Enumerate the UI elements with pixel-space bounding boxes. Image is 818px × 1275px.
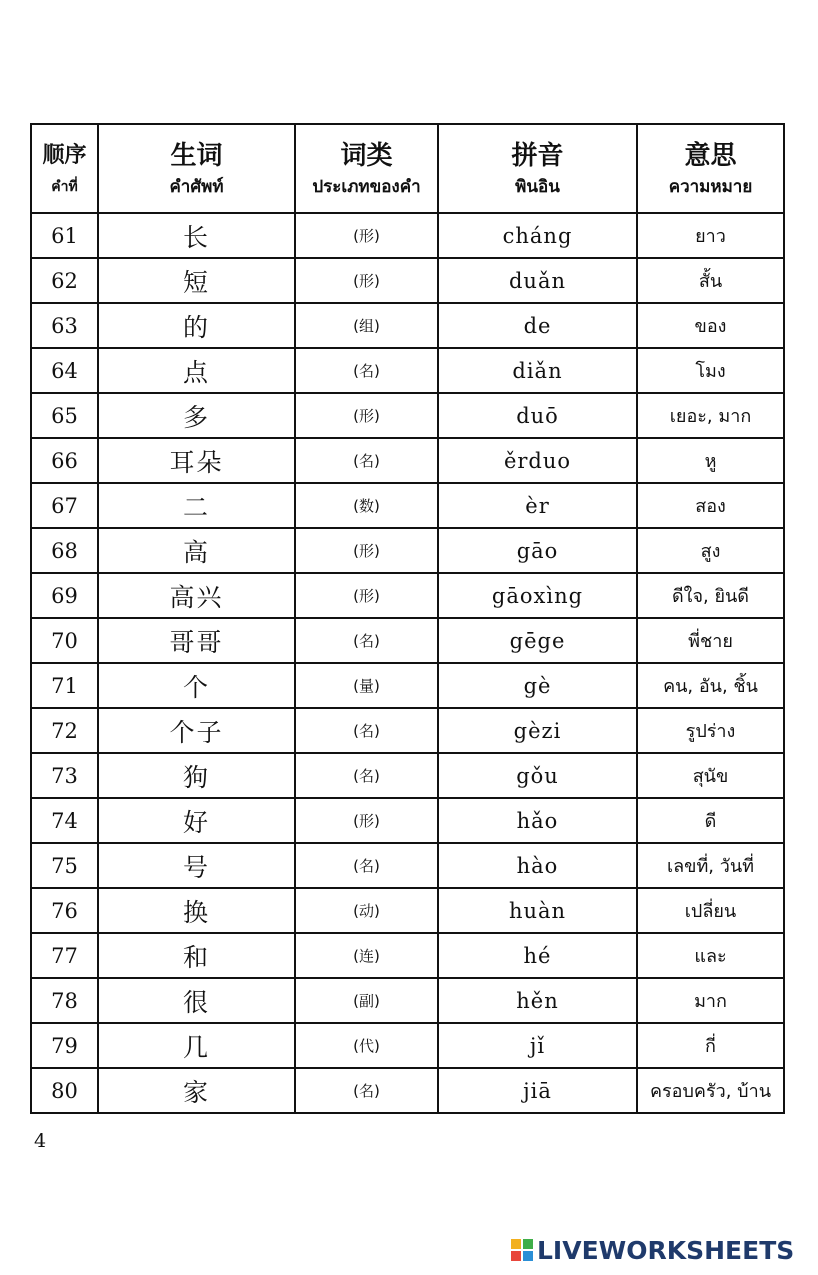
vocab-word: 家 [98, 1068, 295, 1113]
thai-meaning: สุนัข [637, 753, 784, 798]
table-row [31, 348, 784, 393]
vocab-word: 好 [98, 798, 295, 843]
pinyin: jǐ [438, 1023, 637, 1068]
vocab-word: 二 [98, 483, 295, 528]
thai-meaning: พี่ชาย [637, 618, 784, 663]
pinyin: ěrduo [438, 438, 637, 483]
header-pos-th: ประเภทของคำ [312, 176, 421, 197]
vocab-word: 个 [98, 663, 295, 708]
vocab-word: 换 [98, 888, 295, 933]
part-of-speech: (形) [295, 258, 438, 303]
header-pos [295, 124, 438, 213]
thai-meaning: ยาว [637, 213, 784, 258]
pinyin: cháng [438, 213, 637, 258]
vocab-word: 多 [98, 393, 295, 438]
table-row [31, 933, 784, 978]
thai-meaning: เยอะ, มาก [637, 393, 784, 438]
table-row [31, 258, 784, 303]
row-number: 67 [31, 483, 98, 528]
thai-meaning: และ [637, 933, 784, 978]
row-number: 62 [31, 258, 98, 303]
pinyin: èr [438, 483, 637, 528]
liveworksheets-logo [511, 1236, 794, 1264]
table-row [31, 528, 784, 573]
pinyin: diǎn [438, 348, 637, 393]
vocab-word: 短 [98, 258, 295, 303]
vocab-word: 点 [98, 348, 295, 393]
vocab-word: 很 [98, 978, 295, 1023]
pinyin: hào [438, 843, 637, 888]
part-of-speech: (形) [295, 213, 438, 258]
part-of-speech: (副) [295, 978, 438, 1023]
part-of-speech: (名) [295, 843, 438, 888]
logo-icon [511, 1239, 533, 1261]
row-number: 70 [31, 618, 98, 663]
header-word-th: คำศัพท์ [169, 176, 224, 197]
row-number: 77 [31, 933, 98, 978]
part-of-speech: (名) [295, 753, 438, 798]
table-row [31, 843, 784, 888]
header-pinyin [438, 124, 637, 213]
table-row [31, 978, 784, 1023]
thai-meaning: คน, อัน, ชิ้น [637, 663, 784, 708]
row-number: 64 [31, 348, 98, 393]
vocab-word: 个子 [98, 708, 295, 753]
pinyin: huàn [438, 888, 637, 933]
part-of-speech: (名) [295, 708, 438, 753]
header-pinyin-th: พินอิน [515, 176, 560, 197]
row-number: 80 [31, 1068, 98, 1113]
pinyin: gèzi [438, 708, 637, 753]
header-word [98, 124, 295, 213]
vocab-word: 高兴 [98, 573, 295, 618]
table-header-row [31, 124, 784, 213]
part-of-speech: (连) [295, 933, 438, 978]
header-meaning-th: ความหมาย [668, 176, 753, 197]
row-number: 69 [31, 573, 98, 618]
table-row [31, 753, 784, 798]
header-meaning [637, 124, 784, 213]
pinyin: de [438, 303, 637, 348]
part-of-speech: (名) [295, 1068, 438, 1113]
part-of-speech: (量) [295, 663, 438, 708]
table-row [31, 573, 784, 618]
part-of-speech: (动) [295, 888, 438, 933]
pinyin: hěn [438, 978, 637, 1023]
vocab-word: 号 [98, 843, 295, 888]
table-row [31, 888, 784, 933]
part-of-speech: (形) [295, 798, 438, 843]
table-row [31, 798, 784, 843]
vocab-word: 和 [98, 933, 295, 978]
vocabulary-table [30, 123, 785, 1114]
row-number: 76 [31, 888, 98, 933]
row-number: 63 [31, 303, 98, 348]
thai-meaning: รูปร่าง [637, 708, 784, 753]
table-row [31, 708, 784, 753]
row-number: 66 [31, 438, 98, 483]
page-number: 4 [34, 1130, 47, 1152]
header-pos-zh: 词类 [340, 140, 393, 171]
row-number: 61 [31, 213, 98, 258]
thai-meaning: โมง [637, 348, 784, 393]
header-pinyin-zh: 拼音 [511, 140, 564, 171]
part-of-speech: (名) [295, 618, 438, 663]
table-row [31, 213, 784, 258]
pinyin: hé [438, 933, 637, 978]
thai-meaning: กี่ [637, 1023, 784, 1068]
thai-meaning: เปลี่ยน [637, 888, 784, 933]
thai-meaning: หู [637, 438, 784, 483]
part-of-speech: (数) [295, 483, 438, 528]
thai-meaning: ครอบครัว, บ้าน [637, 1068, 784, 1113]
table-row [31, 303, 784, 348]
header-order [31, 124, 98, 213]
table-row [31, 1068, 784, 1113]
header-word-zh: 生词 [170, 140, 223, 171]
table-row [31, 393, 784, 438]
thai-meaning: สั้น [637, 258, 784, 303]
pinyin: hǎo [438, 798, 637, 843]
vocab-word: 长 [98, 213, 295, 258]
part-of-speech: (代) [295, 1023, 438, 1068]
pinyin: gǒu [438, 753, 637, 798]
vocab-word: 几 [98, 1023, 295, 1068]
vocab-word: 的 [98, 303, 295, 348]
row-number: 78 [31, 978, 98, 1023]
table-row [31, 618, 784, 663]
pinyin: gāoxìng [438, 573, 637, 618]
thai-meaning: สูง [637, 528, 784, 573]
header-order-zh: 顺序 [42, 142, 87, 168]
table-row [31, 483, 784, 528]
row-number: 75 [31, 843, 98, 888]
vocab-word: 耳朵 [98, 438, 295, 483]
table-row [31, 1023, 784, 1068]
thai-meaning: สอง [637, 483, 784, 528]
part-of-speech: (形) [295, 528, 438, 573]
row-number: 73 [31, 753, 98, 798]
thai-meaning: มาก [637, 978, 784, 1023]
thai-meaning: เลขที่, วันที่ [637, 843, 784, 888]
row-number: 79 [31, 1023, 98, 1068]
thai-meaning: ดีใจ, ยินดี [637, 573, 784, 618]
row-number: 65 [31, 393, 98, 438]
part-of-speech: (名) [295, 348, 438, 393]
vocab-word: 狗 [98, 753, 295, 798]
vocab-word: 哥哥 [98, 618, 295, 663]
part-of-speech: (名) [295, 438, 438, 483]
vocab-word: 高 [98, 528, 295, 573]
part-of-speech: (形) [295, 573, 438, 618]
table-row [31, 438, 784, 483]
row-number: 74 [31, 798, 98, 843]
thai-meaning: ดี [637, 798, 784, 843]
part-of-speech: (组) [295, 303, 438, 348]
pinyin: jiā [438, 1068, 637, 1113]
logo-text: LIVEWORKSHEETS [537, 1235, 795, 1265]
row-number: 71 [31, 663, 98, 708]
part-of-speech: (形) [295, 393, 438, 438]
header-order-th: คำที่ [51, 178, 78, 195]
header-meaning-zh: 意思 [684, 140, 737, 171]
thai-meaning: ของ [637, 303, 784, 348]
pinyin: gēge [438, 618, 637, 663]
pinyin: gè [438, 663, 637, 708]
pinyin: duō [438, 393, 637, 438]
pinyin: duǎn [438, 258, 637, 303]
table-row [31, 663, 784, 708]
row-number: 72 [31, 708, 98, 753]
row-number: 68 [31, 528, 98, 573]
pinyin: gāo [438, 528, 637, 573]
